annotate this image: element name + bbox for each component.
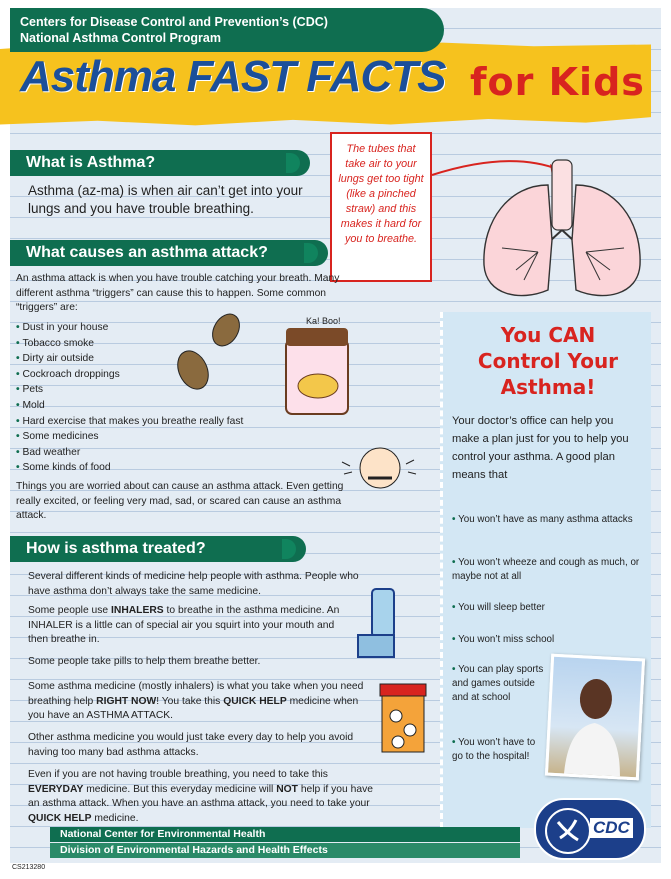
agency-name: Centers for Disease Control and Prevention’s (CDC) [20,15,328,29]
list-item: • You won’t have as many asthma attacks [452,513,642,527]
list-item: • Some medicines [16,429,243,445]
footer-center: National Center for Environmental Health [50,827,520,842]
treated-p4: Some asthma medicine (mostly inhalers) is what you take when you need breathing help RIGHT NOW! You take this QUICK HELP medicine when you have an ASTHMA ATTACK. [28,681,364,721]
list-item: • Cockroach droppings [16,367,243,383]
list-item: • Dust in your house [16,320,243,336]
treated-p2: Some people use INHALERS to breathe in the asthma medicine. An INHALER is a little can of special air you squirt into your mouth and then breathe in. [28,605,340,645]
list-item: • You won’t have to go to the hospital! [452,736,544,764]
bed-dust-icon [286,316,348,414]
what-is-heading: What is Asthma? [10,150,310,176]
footer-division: Division of Environmental Hazards and Health Effects [50,843,520,858]
child-icon [548,657,642,777]
lungs-callout: The tubes that take air to your lungs get too tight (like a pinched straw) and this makes it hard for you to breathe. [330,132,432,282]
causes-intro: An asthma attack is when you have trouble catching your breath. Many different asthma “triggers” can cause this to happen. Some common “triggers” are: [16,273,340,313]
cdc-logo: CDC [590,818,633,838]
angry-face-icon [330,438,430,498]
page-subtitle: for Kids [470,60,645,104]
list-item: • Tobacco smoke [16,336,243,352]
treated-p1: Several different kinds of medicine help people with asthma. People who have asthma don’t always take the same medicine. [28,571,359,597]
causes-outro: Things you are worried about can cause an asthma attack. Even getting really excited, or feeling very mad, sad, or scared can cause an asthma attack. [16,481,344,521]
child-photo [545,654,645,781]
what-is-text: Asthma (az-ma) is when air can’t get into your lungs and you have trouble breathing. [28,183,303,216]
list-item: • You won’t miss school [452,633,642,647]
bed-sign-text: Ka! Boo! [306,316,341,326]
control-list [452,513,642,527]
list-item: • Dirty air outside [16,351,243,367]
list-item: • Hard exercise that makes you breathe really fast [16,414,243,430]
inhaler-icon [350,585,410,665]
list-item: • Pets [16,382,243,398]
list-item: • You won’t wheeze and cough as much, or maybe not at all [452,556,642,584]
treated-p3: Some people take pills to help them breathe better. [28,656,261,667]
treated-p5: Other asthma medicine you would just take every day to help you avoid having too many bad asthma attacks. [28,732,354,758]
list-item: • You will sleep better [452,601,642,615]
list-item: • Mold [16,398,243,414]
list-item: • Some kinds of food [16,460,243,476]
lungs-icon [420,130,660,310]
program-name: National Asthma Control Program [20,31,221,45]
page-title: Asthma FAST FACTS [20,52,446,101]
doc-code: CS213280 [12,864,46,871]
agency-header [10,8,444,52]
list-item: • You can play sports and games outside and at school [452,663,544,705]
control-intro: Your doctor’s office can help you make a plan just for you to help you control your asthma. A good plan means that [452,415,629,481]
cockroach-icon [172,309,245,394]
control-title: You CAN Control Your Asthma! [477,323,619,399]
illustration-group [168,300,368,440]
pill-bottle-icon [374,680,434,760]
causes-heading: What causes an asthma attack? [10,240,328,266]
treated-heading: How is asthma treated? [10,536,306,562]
treated-p6: Even if you are not having trouble breathing, you need to take this EVERYDAY medicine. But this everyday medicine will NOT help if you have an asthma attack. When you have an asthma attack, you need to take your QUICK HELP medicine. [28,769,373,824]
list-item: • Bad weather [16,445,243,461]
